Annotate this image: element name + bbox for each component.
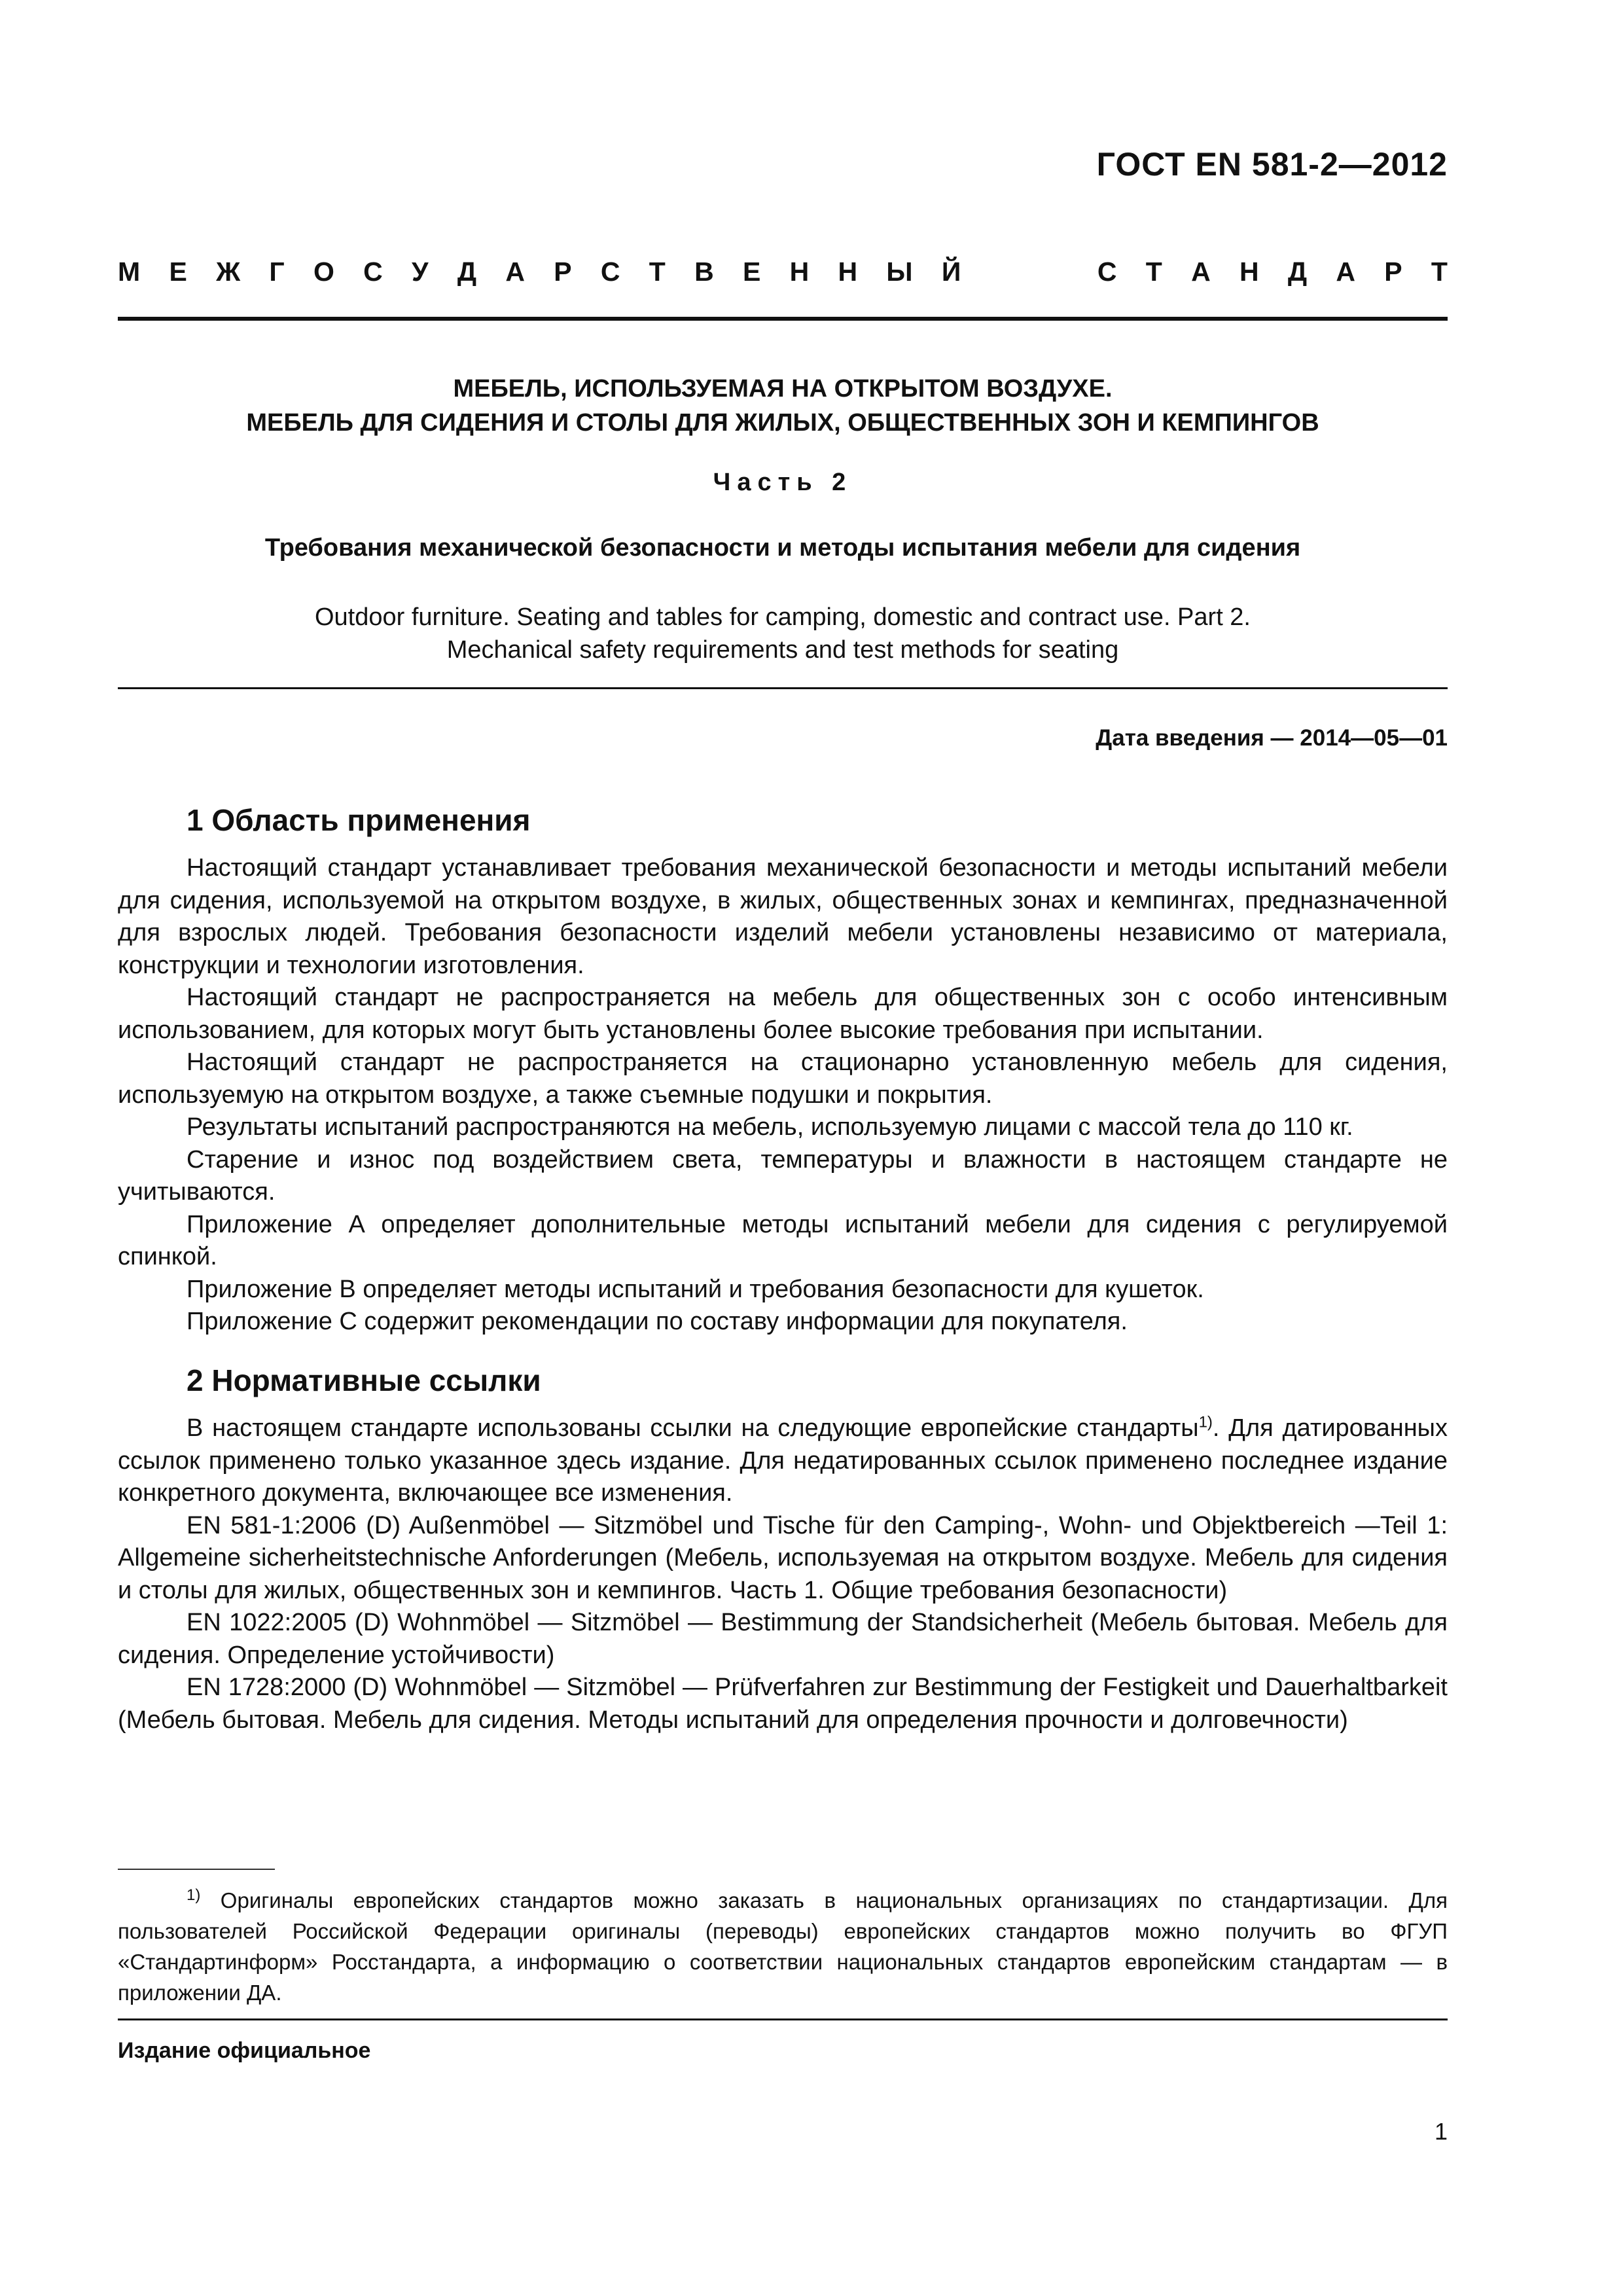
interstate-letter: С xyxy=(363,257,383,287)
word-gap xyxy=(990,257,1069,287)
paragraph: Настоящий стандарт не распространяется на стационарно установленную мебель для сидения, используемую на открытом воздухе, а также съемные подушки и покрытия. xyxy=(118,1049,1448,1109)
standard-letter: А xyxy=(1336,257,1355,287)
page-number: 1 xyxy=(1434,2118,1448,2145)
footnote-divider xyxy=(118,1869,275,1870)
reference-item: EN 581-1:2006 (D) Außenmöbel — Sitzmöbel und Tische für den Camping-, Wohn- und Objektbereich —Teil 1: Allgemeine sicherheitstechnische Anforderungen (Мебель, используемая на открытом воздухе. Мебель для сидения и столы для жилых, общественных зон и кемпингов. Часть 1. Общие требования безопасности) xyxy=(118,1511,1448,1604)
footnote-marker: 1) xyxy=(187,1886,201,1904)
interstate-letter: М xyxy=(118,257,141,287)
interstate-letter: О xyxy=(313,257,334,287)
interstate-letter: Р xyxy=(554,257,572,287)
interstate-standard-heading xyxy=(118,257,1448,287)
official-edition-label: Издание официальное xyxy=(118,2038,371,2063)
interstate-letter: Г xyxy=(269,257,285,287)
standard-letter: Т xyxy=(1145,257,1162,287)
title-russian xyxy=(118,372,1448,440)
paragraph xyxy=(118,1412,1448,1510)
interstate-letter: Н xyxy=(838,257,858,287)
section-1-body xyxy=(118,852,1448,1338)
title-line-1: МЕБЕЛЬ, ИСПОЛЬЗУЕМАЯ НА ОТКРЫТОМ ВОЗДУХЕ. xyxy=(453,375,1113,403)
reference-item: EN 1728:2000 (D) Wohnmöbel — Sitzmöbel — Prüfverfahren zur Bestimmung der Festigkeit und Dauerhaltbarkeit (Мебель бытовая. Мебель для сидения. Методы испытаний для определения прочности и долговечности) xyxy=(118,1674,1448,1734)
section-2-body xyxy=(118,1412,1448,1736)
paragraph: Настоящий стандарт не распространяется на мебель для общественных зон с особо интенсивным использованием, для которых могут быть установлены более высокие требования при испытании. xyxy=(118,984,1448,1044)
standard-letter: Н xyxy=(1239,257,1259,287)
gost-number: ГОСТ EN 581-2—2012 xyxy=(1096,146,1448,183)
section-2-heading: 2 Нормативные ссылки xyxy=(187,1363,541,1397)
paragraph-text: . Для датированных ссылок применено только указанное здесь издание. Для недатированных ссылок применено последнее издание конкретного документа, включающее все изменения. xyxy=(118,1414,1448,1507)
paragraph-text: В настоящем стандарте использованы ссылки на следующие европейские стандарты xyxy=(187,1414,1199,1442)
footnote-ref[interactable]: 1) xyxy=(1198,1413,1213,1431)
standard-letter: Р xyxy=(1384,257,1402,287)
footer-rule xyxy=(118,2018,1448,2020)
paragraph: Настоящий стандарт устанавливает требования механической безопасности и методы испытаний мебели для сидения, используемой на открытом воздухе, в жилых, общественных зонах и кемпингах, предназначенной для взрослых людей. Требования безопасности изделий мебели установлены независимо от материала, конструкции и технологии изготовления. xyxy=(118,854,1448,979)
paragraph: Приложение А определяет дополнительные методы испытаний мебели для сидения с регулируемой спинкой. xyxy=(118,1210,1448,1270)
paragraph: Приложение В определяет методы испытаний и требования безопасности для кушеток. xyxy=(187,1275,1204,1303)
interstate-letter: Н xyxy=(789,257,810,287)
title-rule xyxy=(118,687,1448,689)
header-rule xyxy=(118,317,1448,321)
interstate-letter: В xyxy=(694,257,714,287)
title-en-line-2: Mechanical safety requirements and test methods for seating xyxy=(446,636,1119,664)
reference-item: EN 1022:2005 (D) Wohnmöbel — Sitzmöbel — Bestimmung der Standsicherheit (Мебель бытовая. Мебель для сидения. Определение устойчивости) xyxy=(118,1609,1448,1669)
paragraph: Старение и износ под воздействием света, температуры и влажности в настоящем стандарте не учитываются. xyxy=(118,1145,1448,1206)
interstate-letter: Ы xyxy=(886,257,913,287)
standard-letter: Т xyxy=(1431,257,1448,287)
interstate-letter: Д xyxy=(457,257,477,287)
interstate-letter: У xyxy=(412,257,429,287)
subtitle: Требования механической безопасности и методы испытания мебели для сидения xyxy=(264,534,1301,562)
footnote-text: Оригиналы европейских стандартов можно заказать в национальных организациях по стандартизации. Для пользователей Российской Федерации оригиналы (переводы) европейских стандартов можно получить во ФГУП «Стандартинформ» Росстандарта, а информацию о соответствии национальных стандартов европейским стандартам — в приложении ДА. xyxy=(118,1888,1448,2005)
interstate-letter: Й xyxy=(941,257,961,287)
footnote xyxy=(118,1885,1448,2008)
title-line-2: МЕБЕЛЬ ДЛЯ СИДЕНИЯ И СТОЛЫ ДЛЯ ЖИЛЫХ, ОБЩЕСТВЕННЫХ ЗОН И КЕМПИНГОВ xyxy=(246,409,1319,437)
introduction-date: Дата введения — 2014—05—01 xyxy=(1096,725,1448,751)
interstate-letter: Е xyxy=(169,257,187,287)
interstate-letter: Т xyxy=(649,257,666,287)
interstate-letter: Е xyxy=(742,257,761,287)
part-label: Часть 2 xyxy=(713,469,853,496)
title-english xyxy=(118,601,1448,666)
standard-letter: Д xyxy=(1287,257,1308,287)
interstate-letter: Ж xyxy=(216,257,241,287)
standard-letter: С xyxy=(1097,257,1117,287)
title-en-line-1: Outdoor furniture. Seating and tables for camping, domestic and contract use. Part 2. xyxy=(314,603,1251,631)
paragraph: Приложение С содержит рекомендации по составу информации для покупателя. xyxy=(187,1308,1128,1335)
interstate-letter: А xyxy=(505,257,525,287)
section-1-heading: 1 Область применения xyxy=(187,803,531,837)
paragraph: Результаты испытаний распространяются на мебель, используемую лицами с массой тела до 110 кг. xyxy=(187,1113,1353,1141)
standard-letter: А xyxy=(1191,257,1211,287)
interstate-letter: С xyxy=(600,257,620,287)
